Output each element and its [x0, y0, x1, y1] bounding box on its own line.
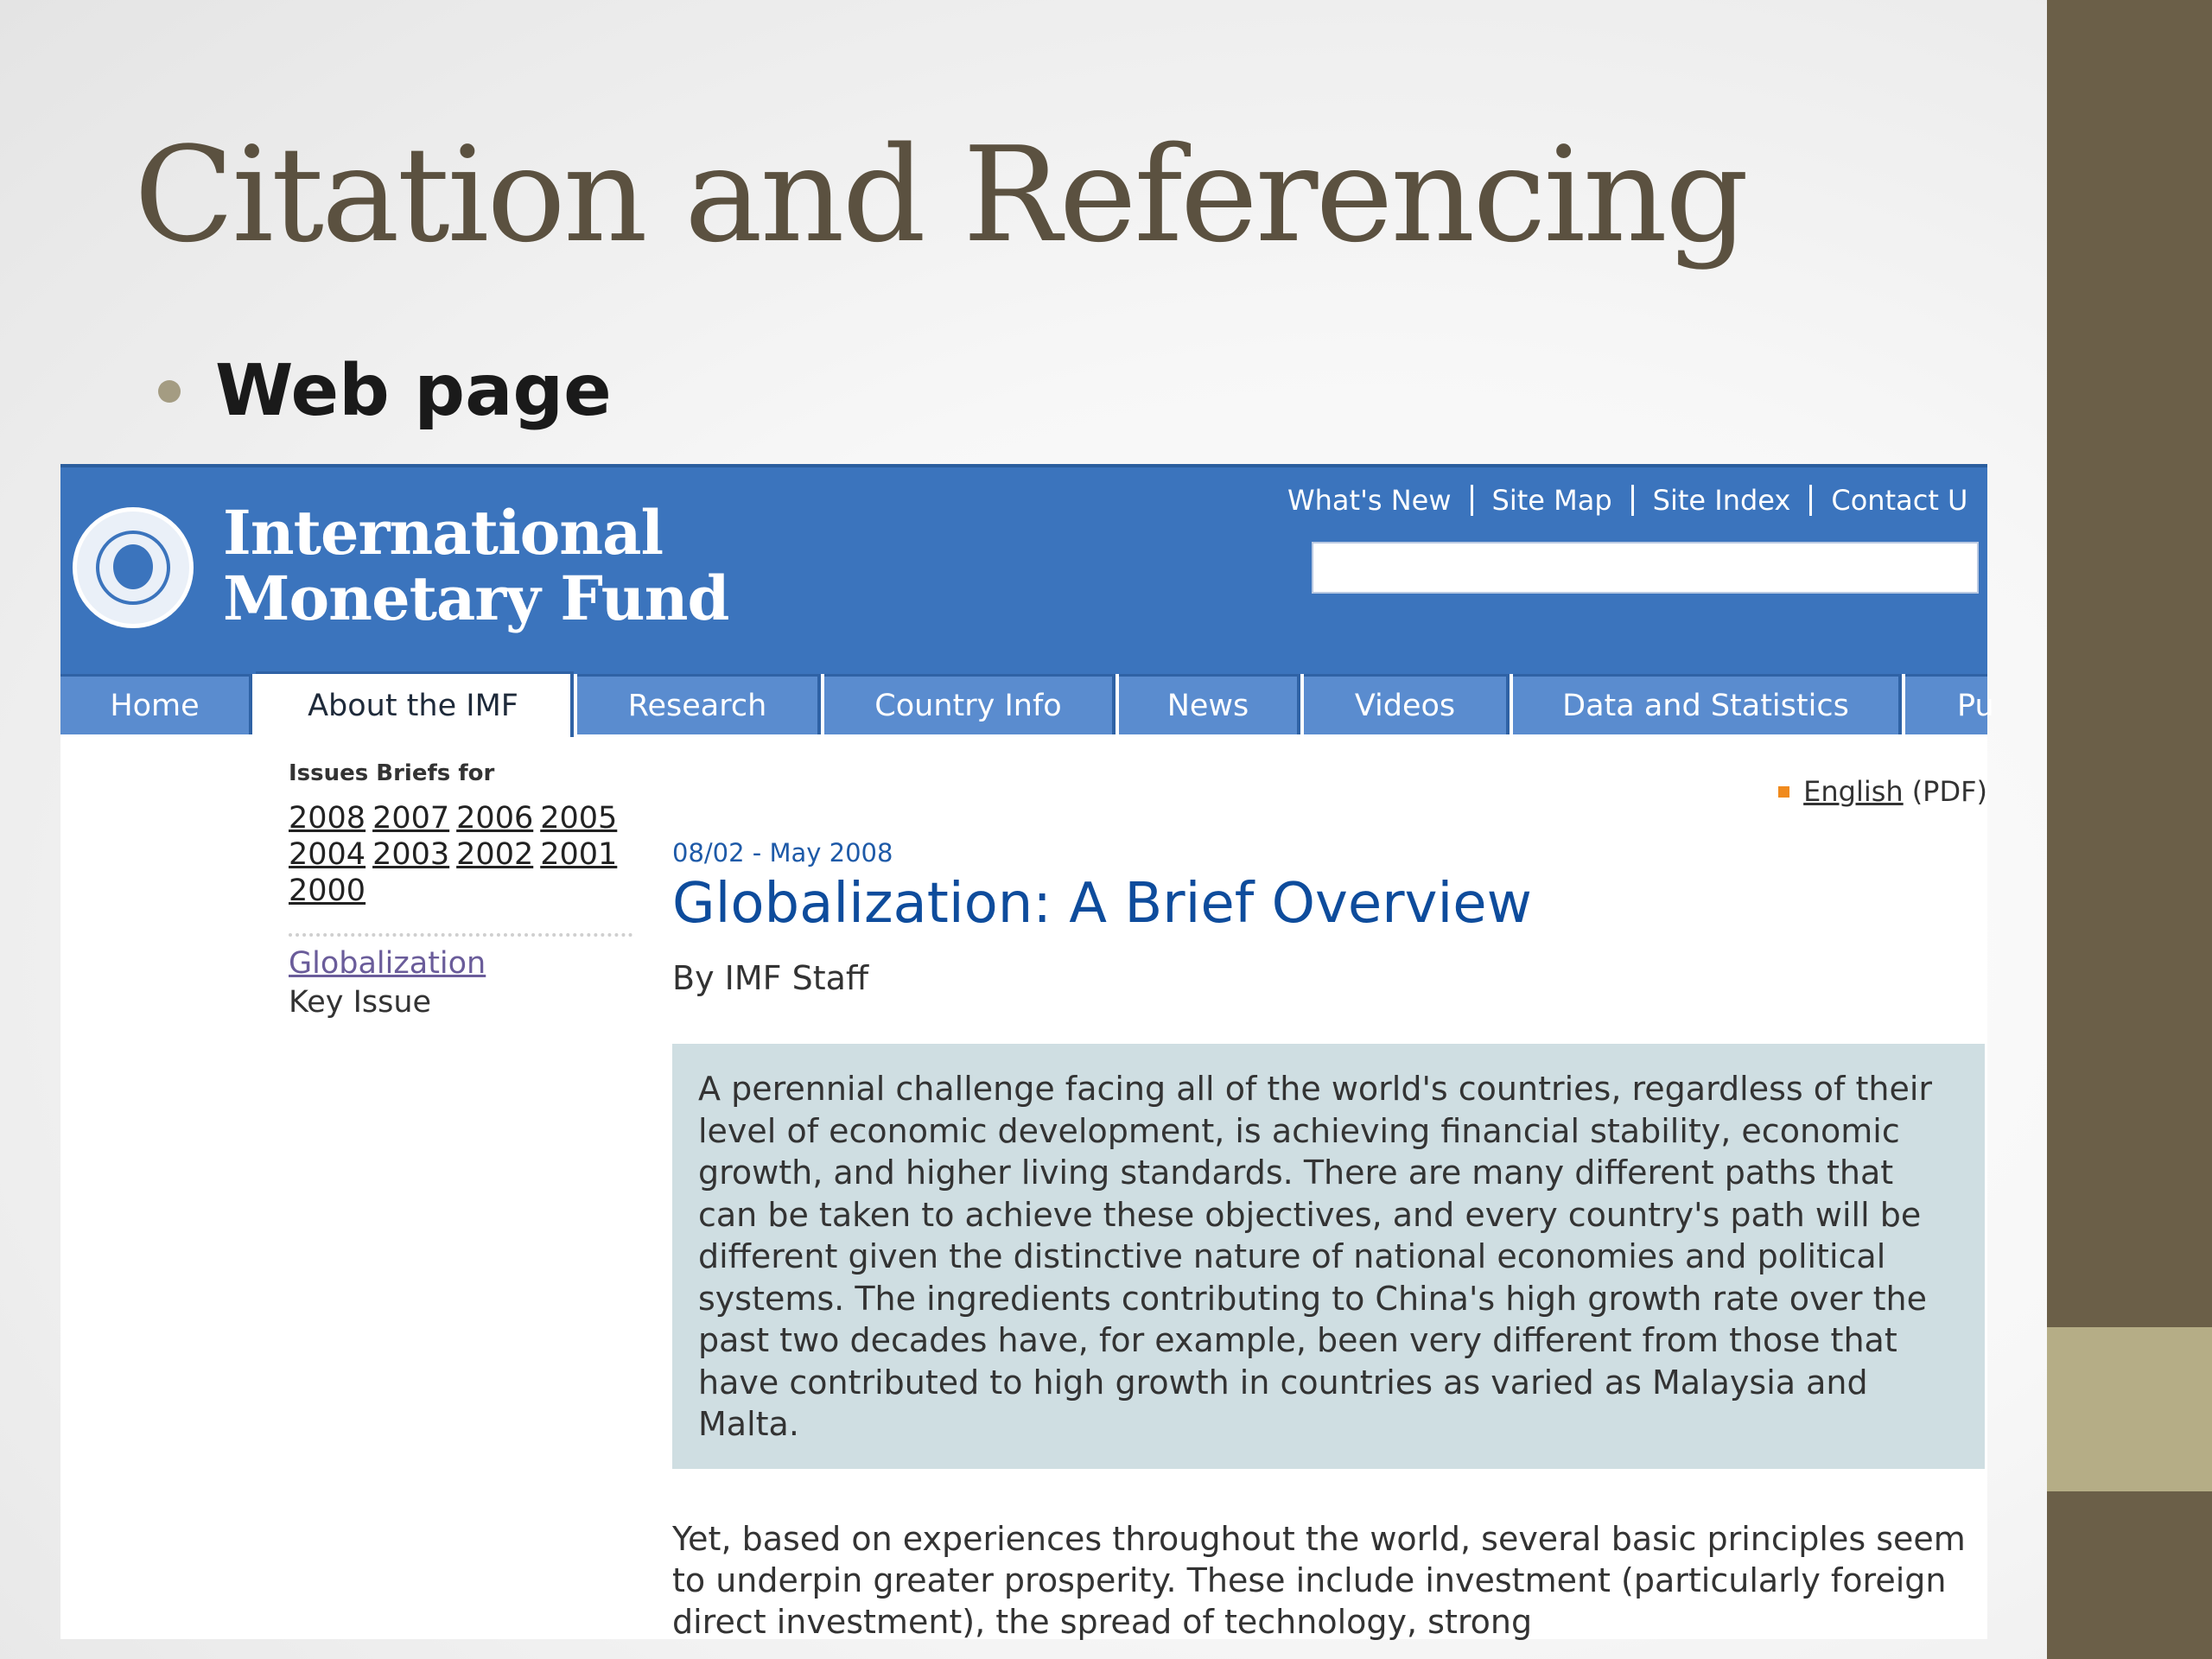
issues-briefs-label: Issues Briefs for [289, 760, 495, 786]
slide-title: Citation and Referencing [134, 118, 1747, 271]
year-link[interactable]: 2001 [540, 837, 618, 872]
year-link[interactable]: 2008 [289, 801, 366, 836]
org-name-line1: International [223, 497, 664, 569]
bullet-item [158, 350, 612, 432]
english-pdf-link[interactable]: English [1803, 775, 1904, 808]
whats-new-link[interactable]: What's New [1287, 485, 1473, 516]
year-link[interactable]: 2003 [372, 837, 450, 872]
bullet-dot-icon [158, 380, 181, 403]
site-index-link[interactable]: Site Index [1634, 485, 1813, 516]
bullet-text: Web page [215, 350, 612, 432]
decorative-side-bar-accent [2047, 1327, 2212, 1491]
site-map-link[interactable]: Site Map [1473, 485, 1634, 516]
year-link[interactable]: 2006 [456, 801, 534, 836]
article-summary-box: A perennial challenge facing all of the world's countries, regardless of their level of economic development, is achieving financial stability, economic growth, and higher living standards. There are many different paths that can be taken to achieve these objectives, and every country's path will be different given the distinctive nature of national economies and political systems. The ingredients contributing to China's high growth rate over the past two decades have, for example, been very different from those that have contributed to high growth in countries as varied as Malaysia and Malta. [672, 1044, 1985, 1469]
tab-data-and-statistics[interactable]: Data and Statistics [1513, 674, 1902, 734]
search-input[interactable] [1312, 542, 1979, 594]
imf-seal-icon [73, 507, 194, 628]
tab-about-the-imf[interactable]: About the IMF [256, 671, 574, 737]
org-name-line2: Monetary Fund [223, 563, 729, 634]
year-link[interactable]: 2000 [289, 874, 366, 908]
year-link[interactable]: 2007 [372, 801, 450, 836]
tab-news[interactable]: News [1119, 674, 1300, 734]
article-byline: By IMF Staff [672, 959, 869, 997]
year-link[interactable]: 2002 [456, 837, 534, 872]
contact-link[interactable]: Contact U [1831, 484, 1968, 517]
tab-research[interactable]: Research [577, 674, 821, 734]
tab-videos[interactable]: Videos [1304, 674, 1510, 734]
globalization-link[interactable]: Globalization [289, 946, 486, 981]
site-header [60, 464, 1987, 674]
tab-home[interactable]: Home [60, 674, 252, 734]
article-title: Globalization: A Brief Overview [672, 872, 1532, 936]
year-links [289, 800, 617, 909]
year-link[interactable]: 2005 [540, 801, 618, 836]
orange-square-icon [1778, 786, 1789, 798]
site-logo-text[interactable] [223, 497, 729, 634]
article-body: Yet, based on experiences throughout the world, several basic principles seem to underpin greater prosperity. These include investment (particularly foreign direct investment), the spread of technology, strong [672, 1520, 1966, 1641]
pdf-format-label: (PDF) [1911, 775, 1987, 808]
year-link[interactable]: 2004 [289, 837, 366, 872]
sidebar-divider [289, 933, 632, 937]
article-date: 08/02 - May 2008 [672, 838, 893, 868]
key-issue-label: Key Issue [289, 985, 432, 1020]
tab-country-info[interactable]: Country Info [824, 674, 1116, 734]
utility-links [1287, 485, 1986, 516]
web-page-screenshot [60, 464, 1994, 1641]
tab-publications[interactable]: Pu [1905, 674, 1987, 734]
main-nav [60, 674, 1994, 734]
language-link-row [1778, 775, 1987, 808]
